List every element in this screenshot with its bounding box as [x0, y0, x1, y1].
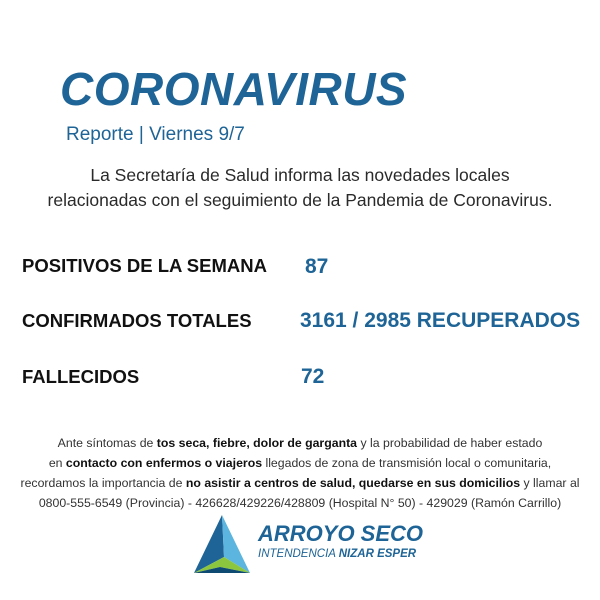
logo-subtitle-name: NIZAR ESPER	[338, 548, 417, 560]
intro-line: La Secretaría de Salud informa las novedades locales	[90, 165, 510, 185]
notice-line	[10, 433, 590, 453]
stat-label-positivos: POSITIVOS DE LA SEMANA	[22, 255, 267, 276]
intro-line: relacionadas con el seguimiento de la Pandemia de Coronavirus.	[47, 190, 553, 210]
logo-name: ARROYO SECO	[258, 521, 424, 546]
stat-value-confirmados: 3161 / 2985 RECUPERADOS	[300, 309, 581, 332]
notice-bold-text: no asistir a centros de salud, quedarse en sus domicilios	[185, 476, 521, 490]
report-title: CORONAVIRUS	[60, 63, 408, 115]
logo-subtitle-prefix: INTENDENCIA	[258, 548, 339, 560]
stat-label-confirmados: CONFIRMADOS TOTALES	[22, 310, 252, 331]
logo-subtitle	[258, 548, 416, 560]
notice-text: Ante síntomas de	[57, 436, 157, 450]
notice-phones: 0800-555-6549 (Provincia) - 426628/429226/428809 (Hospital N° 50) - 429029 (Ramón Carrillo)	[38, 496, 562, 510]
notice-text: en	[48, 456, 66, 470]
notice-bold-text: contacto con enfermos o viajeros	[65, 456, 263, 470]
health-notice	[10, 433, 590, 513]
stat-value-fallecidos: 72	[301, 365, 325, 388]
notice-text: llegados de zona de transmisión local o comunitaria,	[262, 456, 552, 470]
notice-text: y la probabilidad de haber estado	[357, 436, 543, 450]
notice-line	[10, 473, 590, 493]
report-subtitle: Reporte | Viernes 9/7	[66, 124, 245, 145]
mountain-logo-icon	[190, 513, 254, 577]
notice-text: recordamos la importancia de	[20, 476, 186, 490]
notice-bold-text: tos seca, fiebre, dolor de garganta	[156, 436, 358, 450]
notice-line	[10, 453, 590, 473]
stat-label-fallecidos: FALLECIDOS	[22, 366, 140, 387]
arroyo-seco-logo	[190, 513, 450, 577]
stat-value-positivos: 87	[305, 255, 329, 278]
notice-text: y llamar al	[520, 476, 580, 490]
intro-text	[0, 163, 600, 213]
